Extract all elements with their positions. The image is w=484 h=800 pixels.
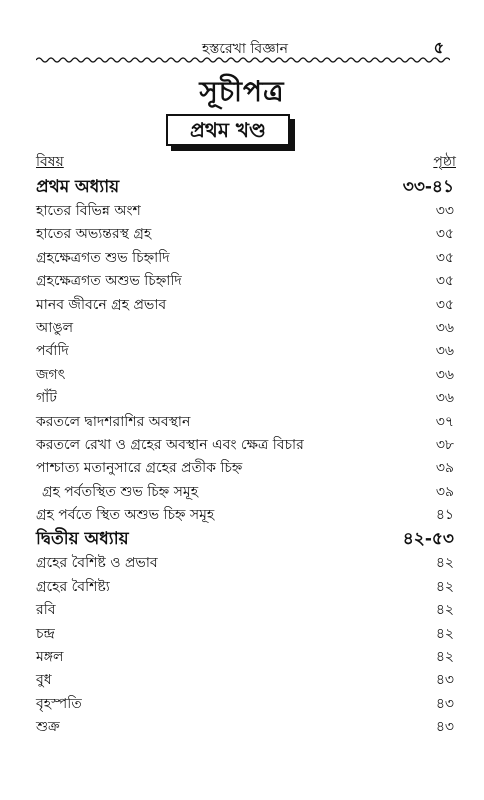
toc-row xyxy=(36,291,454,314)
toc-entry-label: গ্রহের বৈশিষ্ট ও প্রভাব xyxy=(36,555,158,572)
chapter-row xyxy=(36,172,454,197)
toc-row xyxy=(36,267,454,290)
toc-entry-label: বৃহস্পতি xyxy=(36,695,82,712)
toc-entry-label: মঙ্গল xyxy=(36,649,64,666)
toc-entry-label: জগৎ xyxy=(36,366,66,383)
book-title: হস্তরেখা বিজ্ঞান xyxy=(201,41,289,57)
toc-entry-page: ৩৬ xyxy=(435,390,454,407)
toc-entry-page: ৪২ xyxy=(435,555,454,572)
toc-entry-label: গ্রহের বৈশিষ্ট্য xyxy=(36,578,110,595)
subject-column-header: বিষয় xyxy=(36,154,64,170)
page-number: ৫ xyxy=(433,38,444,57)
toc-entry-page: ৩৯ xyxy=(435,460,454,477)
toc-entry-page: ৩৩-৪১ xyxy=(402,177,454,197)
toc-row xyxy=(36,573,454,596)
part-label-box: প্রথম খণ্ড xyxy=(166,114,290,146)
running-header xyxy=(40,37,450,57)
toc-entry-label: রবি xyxy=(36,602,56,619)
toc-entry-page: ৩৫ xyxy=(435,226,454,243)
toc-row xyxy=(36,361,454,384)
toc-entry-label: পর্বাদি xyxy=(36,343,69,360)
toc-entry-label: গ্রহক্ষেত্রগত শুভ চিহ্নাদি xyxy=(36,249,170,266)
toc-row xyxy=(36,244,454,267)
toc-entry-page: ৩৭ xyxy=(435,413,454,430)
toc-row xyxy=(36,501,454,524)
toc-row xyxy=(36,314,454,337)
toc-entry-page: ৪২ xyxy=(435,649,454,666)
toc-entry-page: ৩৬ xyxy=(435,343,454,360)
toc-entry-label: পাশ্চাত্য মতানুসারে গ্রহের প্রতীক চিহ্ন xyxy=(36,460,243,477)
chapter-row xyxy=(36,524,454,549)
toc-entry-page: ৪২ xyxy=(435,578,454,595)
toc-entry-label: গাঁট xyxy=(36,390,57,407)
toc-entry-page: ৪৩ xyxy=(435,695,454,712)
toc-row xyxy=(36,478,454,501)
toc-entry-label: আঙুল xyxy=(36,319,74,336)
toc-entry-page: ৩৯ xyxy=(435,483,454,500)
toc-entry-label: করতলে দ্বাদশরাশির অবস্থান xyxy=(36,413,191,430)
toc-entry-label: গ্রহ পর্বতস্থিত শুভ চিহ্ন সমূহ xyxy=(42,483,199,500)
toc-entry-label: করতলে রেখা ও গ্রহের অবস্থান এবং ক্ষেত্র বিচার xyxy=(36,436,304,453)
toc-entry-label: প্রথম অধ্যায় xyxy=(36,177,120,197)
table-of-contents xyxy=(36,172,454,737)
toc-entry-label: হাতের অভ্যন্তরস্থ গ্রহ xyxy=(36,226,152,243)
toc-row xyxy=(36,620,454,643)
page-column-header: পৃষ্ঠা xyxy=(433,154,456,170)
toc-row xyxy=(36,596,454,619)
toc-entry-page: ৪৩ xyxy=(435,672,454,689)
toc-row xyxy=(36,713,454,736)
toc-entry-label: শুক্র xyxy=(36,719,60,736)
toc-entry-label: চন্দ্র xyxy=(36,625,55,642)
toc-entry-label: মানব জীবনে গ্রহ প্রভাব xyxy=(36,296,167,313)
toc-row xyxy=(36,431,454,454)
toc-entry-page: ৩৫ xyxy=(435,273,454,290)
wavy-rule-divider xyxy=(36,56,450,64)
toc-entry-page: ৪১ xyxy=(435,507,454,524)
toc-entry-label: গ্রহ পর্বতে স্থিত অশুভ চিহ্ন সমূহ xyxy=(36,507,215,524)
toc-entry-label: গ্রহক্ষেত্রগত অশুভ চিহ্নাদি xyxy=(36,273,182,290)
toc-entry-page: ৩৮ xyxy=(435,436,454,453)
toc-row xyxy=(36,454,454,477)
toc-entry-label: হাতের বিভিন্ন অংশ xyxy=(36,203,141,219)
toc-row xyxy=(36,384,454,407)
page-title: সূচীপত্র xyxy=(199,75,285,108)
toc-row xyxy=(36,220,454,243)
toc-row xyxy=(36,408,454,431)
toc-entry-label: বুধ xyxy=(36,672,52,689)
toc-row xyxy=(36,690,454,713)
toc-entry-page: ৩৫ xyxy=(435,249,454,266)
toc-entry-page: ৪২-৫৩ xyxy=(402,529,454,550)
toc-row xyxy=(36,337,454,360)
toc-entry-page: ৩৩ xyxy=(435,203,454,219)
toc-entry-page: ৪২ xyxy=(435,625,454,642)
toc-entry-label: দ্বিতীয় অধ্যায় xyxy=(36,529,129,550)
toc-entry-page: ৪২ xyxy=(435,602,454,619)
toc-row xyxy=(36,643,454,666)
toc-entry-page: ৪৩ xyxy=(435,719,454,736)
toc-entry-page: ৩৬ xyxy=(435,319,454,336)
toc-row xyxy=(36,197,454,220)
toc-entry-page: ৩৬ xyxy=(435,366,454,383)
toc-entry-page: ৩৫ xyxy=(435,296,454,313)
toc-row xyxy=(36,666,454,689)
toc-row xyxy=(36,549,454,572)
